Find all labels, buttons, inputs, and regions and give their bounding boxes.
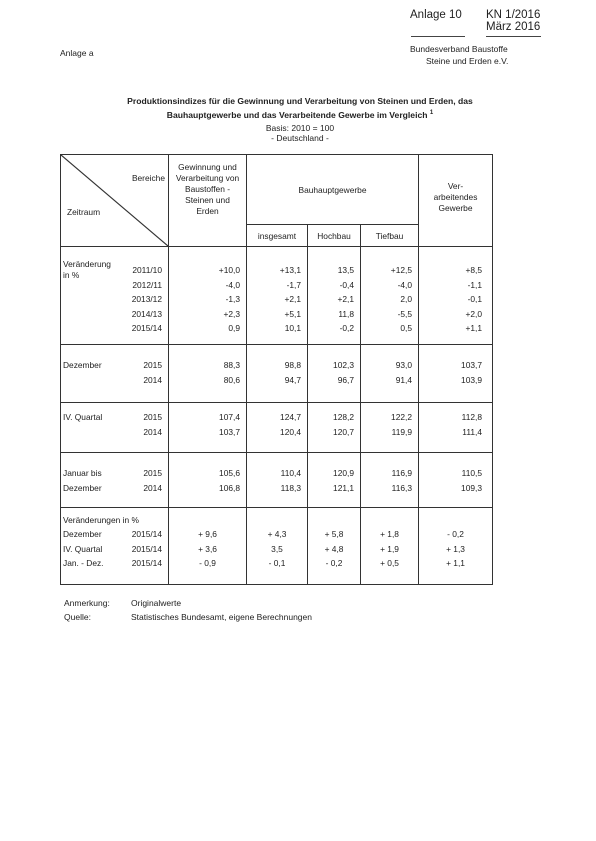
value-cell: 111,4 [462, 426, 482, 437]
header-bereiche: Bereiche [131, 173, 165, 183]
tiefbau-values [361, 453, 419, 508]
verarb-values [419, 403, 493, 453]
value-cell: 110,5 [461, 468, 482, 478]
header-tiefbau: Tiefbau [361, 225, 419, 247]
insgesamt-values [247, 508, 308, 585]
value-cell: 110,4 [280, 468, 301, 478]
value-cell: - 0,1 [268, 558, 286, 568]
value-cell: 80,6 [223, 374, 240, 385]
insgesamt-values [247, 345, 308, 403]
value-cell: 124,7 [280, 412, 301, 422]
value-cell: 13,5 [337, 265, 354, 275]
group-label: Veränderungen in % [63, 515, 139, 525]
value-cell: + 0,5 [380, 558, 399, 568]
value-cell: -1,7 [286, 279, 301, 290]
report-date: März 2016 [486, 21, 541, 33]
hochbau-values [308, 247, 361, 345]
page-title-line2 [60, 107, 540, 121]
steine-values [169, 453, 247, 508]
value-cell: 109,3 [461, 482, 482, 493]
verarb-values [419, 508, 493, 585]
value-cell: -5,5 [397, 308, 412, 319]
value-cell: -1,3 [225, 294, 240, 304]
period-label: Jan. - Dez. [63, 558, 104, 568]
value-cell: + 3,6 [198, 543, 217, 554]
period-cell: 2014/13 [131, 308, 162, 319]
anmerkung-label: Anmerkung: [64, 598, 110, 608]
steine-values [169, 403, 247, 453]
value-cell: 2,0 [400, 294, 412, 304]
value-cell: 0,5 [400, 323, 412, 333]
group-sublabel: in % [63, 270, 80, 280]
group-label-cell [61, 403, 169, 453]
header-steine-erden-text: Gewinnung und Verarbeitung von Baustoffen - Steinen und Erden [175, 162, 240, 216]
value-cell: 119,9 [391, 426, 412, 437]
value-cell: +10,0 [218, 265, 240, 275]
date-underline [486, 36, 541, 37]
diagonal-divider [61, 155, 168, 246]
value-cell: 121,1 [333, 482, 354, 493]
header-verarbeitendes-gewerbe-text: Ver-arbeitendes Gewerbe [433, 181, 478, 213]
anlage-left-label: Anlage a [60, 48, 94, 58]
value-cell: + 1,8 [380, 529, 399, 539]
group-label: IV. Quartal [63, 412, 103, 422]
value-cell: 120,9 [333, 468, 354, 478]
value-cell: 103,7 [219, 426, 240, 437]
value-cell: -0,2 [339, 323, 354, 333]
period-cell: 2015 [143, 412, 162, 422]
value-cell: 112,8 [461, 412, 482, 422]
period-cell: 2012/11 [132, 279, 162, 290]
value-cell: 0,9 [228, 323, 240, 333]
value-cell: + 5,8 [324, 529, 344, 539]
group-label-cell [61, 247, 169, 345]
header-insgesamt: insgesamt [247, 225, 308, 247]
header-bauhauptgewerbe [247, 155, 419, 225]
hochbau-values [308, 345, 361, 403]
value-cell: 91,4 [395, 374, 412, 385]
period-cell: 2013/12 [131, 294, 162, 304]
period-cell: 2015/14 [131, 558, 162, 568]
period-cell: 2015/14 [131, 323, 162, 333]
kn-number: KN 1/2016 [486, 9, 541, 21]
value-cell: -4,0 [397, 279, 412, 290]
value-cell: 106,8 [219, 482, 240, 493]
header-bauhauptgewerbe-text: Bauhauptgewerbe [298, 184, 367, 195]
value-cell: 88,3 [223, 360, 240, 370]
value-cell: 96,7 [337, 374, 354, 385]
value-cell: 105,6 [219, 468, 240, 478]
value-cell: + 1,1 [446, 558, 465, 568]
tiefbau-values [361, 508, 419, 585]
period-label: IV. Quartal [63, 543, 103, 554]
value-cell: 11,8 [338, 308, 354, 319]
value-cell: + 4,3 [267, 529, 287, 539]
value-cell: - 0,2 [447, 529, 464, 539]
footnote-mark: 1 [429, 110, 434, 116]
value-cell: + 1,9 [380, 543, 399, 554]
hochbau-values [308, 453, 361, 508]
steine-values [169, 508, 247, 585]
value-cell: +2,1 [284, 294, 301, 304]
value-cell: 128,2 [333, 412, 354, 422]
value-cell: 120,7 [333, 426, 354, 437]
period-label: Dezember [63, 529, 102, 539]
value-cell: 102,3 [333, 360, 354, 370]
steine-values [169, 247, 247, 345]
value-cell: +5,1 [284, 308, 301, 319]
value-cell: 10,1 [284, 323, 301, 333]
hochbau-values [308, 508, 361, 585]
tiefbau-values [361, 403, 419, 453]
value-cell: -1,1 [467, 279, 482, 290]
period-cell: 2015 [143, 468, 162, 478]
group-label: Veränderung [63, 259, 111, 269]
value-cell: -0,1 [467, 294, 482, 304]
value-cell: 103,9 [461, 374, 482, 385]
basis-line: Basis: 2010 = 100 [265, 123, 335, 133]
group-label: Januar bis [63, 468, 102, 478]
hochbau-values [308, 403, 361, 453]
group-label-cell [61, 453, 169, 508]
period-cell: 2015/14 [131, 543, 162, 554]
value-cell: 116,9 [391, 468, 412, 478]
value-cell: + 9,6 [198, 529, 217, 539]
value-cell: 107,4 [219, 412, 240, 422]
period-cell: 2014 [143, 482, 162, 493]
verarb-values [419, 247, 493, 345]
header-verarbeitendes-gewerbe [419, 155, 493, 247]
value-cell: 120,4 [280, 426, 301, 437]
value-cell: +13,1 [279, 265, 301, 275]
value-cell: +8,5 [465, 265, 482, 275]
header-steine-erden [169, 155, 247, 247]
quelle-label: Quelle: [64, 612, 91, 622]
group-label-cell [61, 508, 169, 585]
header-hochbau: Hochbau [308, 225, 361, 247]
org-name-line1: Bundesverband Baustoffe [410, 44, 508, 54]
value-cell: +2,1 [337, 294, 354, 304]
group-label: Dezember [63, 360, 102, 370]
org-name-line2: Steine und Erden e.V. [426, 56, 509, 66]
period-cell: 2014 [143, 374, 162, 385]
anmerkung-text: Originalwerte [131, 598, 182, 608]
group-sublabel: Dezember [63, 482, 102, 493]
value-cell: -0,4 [339, 279, 354, 290]
insgesamt-values [247, 403, 308, 453]
region-line: - Deutschland - [271, 133, 329, 143]
value-cell: + 4,8 [324, 543, 344, 554]
value-cell: +12,5 [390, 265, 412, 275]
value-cell: +2,0 [465, 308, 482, 319]
period-cell: 2015/14 [131, 529, 162, 539]
value-cell: - 0,9 [199, 558, 216, 568]
value-cell: 116,3 [391, 482, 412, 493]
insgesamt-values [247, 453, 308, 508]
group-label-cell [61, 345, 169, 403]
value-cell: + 1,3 [446, 543, 465, 554]
production-index-table [60, 154, 493, 585]
period-cell: 2015 [143, 360, 162, 370]
verarb-values [419, 345, 493, 403]
anlage-number: Anlage 10 [410, 9, 462, 21]
steine-values [169, 345, 247, 403]
value-cell: -4,0 [225, 279, 240, 290]
value-cell: 94,7 [284, 374, 301, 385]
period-cell: 2011/10 [132, 265, 162, 275]
header-zeitraum: Zeitraum [67, 207, 101, 217]
value-cell: - 0,2 [325, 558, 343, 568]
quelle-text: Statistisches Bundesamt, eigene Berechnungen [131, 612, 312, 622]
value-cell: 122,2 [391, 412, 412, 422]
verarb-values [419, 453, 493, 508]
value-cell: 118,3 [280, 482, 301, 493]
page-title-line1: Produktionsindizes für die Gewinnung und Verarbeitung von Steinen und Erden, das [127, 96, 473, 106]
period-cell: 2014 [143, 426, 162, 437]
value-cell: 103,7 [461, 360, 482, 370]
tiefbau-values [361, 247, 419, 345]
tiefbau-values [361, 345, 419, 403]
value-cell: +2,3 [223, 308, 240, 319]
page-title-line2-text: Bauhauptgewerbe und das Verarbeitende Gewerbe im Vergleich [166, 109, 428, 120]
insgesamt-values [247, 247, 308, 345]
value-cell: 98,8 [284, 360, 301, 370]
value-cell: +1,1 [465, 323, 482, 333]
value-cell: 3,5 [271, 543, 283, 554]
header-corner-cell [61, 155, 169, 247]
signature-line [411, 36, 465, 37]
value-cell: 93,0 [395, 360, 412, 370]
